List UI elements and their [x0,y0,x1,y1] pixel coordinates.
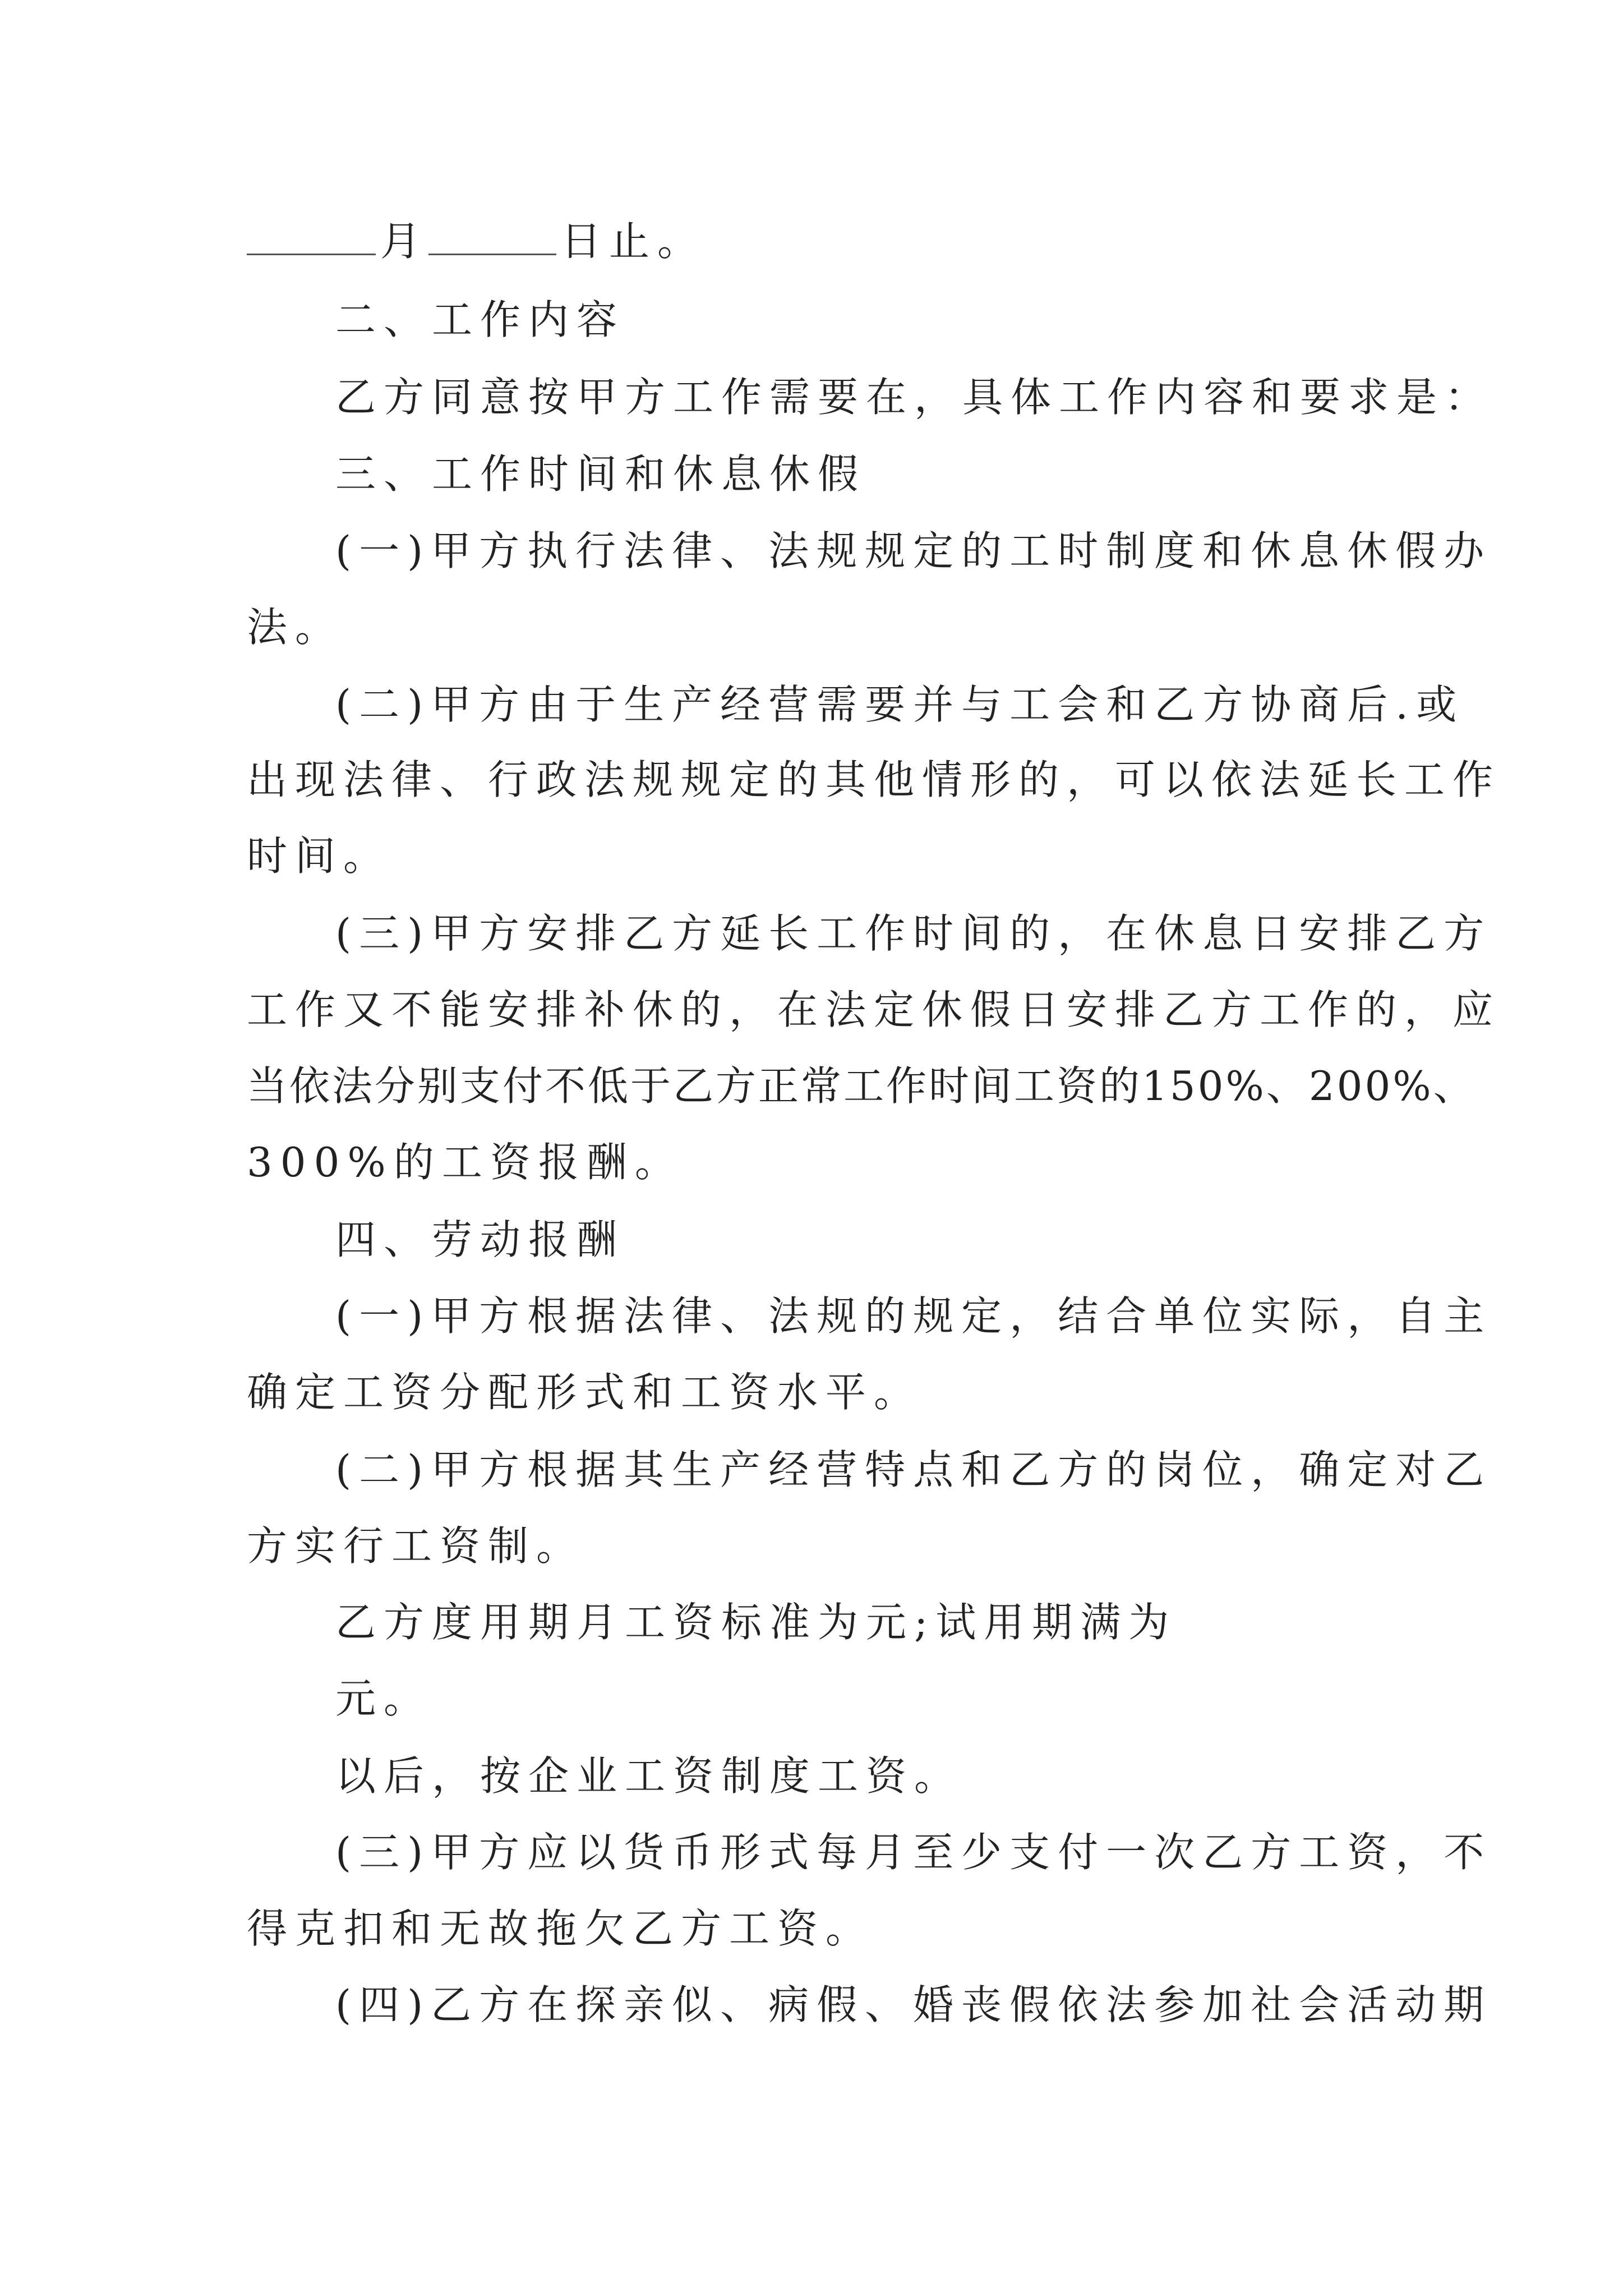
paragraph-line: 300%的工资报酬。 [247,1139,683,1186]
paragraph-line: (二)甲方根据其生产经营特点和乙方的岗位，确定对乙 [335,1446,1492,1493]
paragraph-line: (二)甲方由于生产经营需要并与工会和乙方协商后.或 [335,681,1465,728]
section-heading-work-time: 三、工作时间和休息休假 [335,450,866,498]
paragraph-line: 元。 [335,1675,432,1722]
paragraph-line: (四)乙方在探亲似、病假、婚丧假依法参加社会活动期 [335,1981,1492,2028]
section-heading-labor-pay: 四、劳动报酬 [335,1216,625,1263]
paragraph-line: 得克扣和无故拖欠乙方工资。 [247,1905,874,1952]
paragraph-line: (一)甲方根据法律、法规的规定，结合单位实际，自主 [335,1292,1492,1340]
month-label: 月 [380,218,429,265]
month-blank [247,214,376,255]
paragraph-line: 乙方度用期月工资标准为元;试用期满为 [335,1599,1177,1646]
paragraph-line: 乙方同意按甲方工作需要在，具体工作内容和要求是： [335,374,1493,421]
paragraph-line: 确定工资分配形式和工资水平。 [247,1369,923,1416]
section-heading-work-content: 二、工作内容 [335,296,625,343]
paragraph-line: 当依法分别支付不低于乙方正常工作时间工资的150%、200%、 [247,1062,1476,1110]
paragraph-line: (三)甲方应以货币形式每月至少支付一次乙方工资，不 [335,1829,1492,1876]
paragraph-line: 工作又不能安排补休的，在法定休假日安排乙方工作的，应 [247,986,1501,1033]
day-end-label: 日止。 [561,218,706,265]
day-blank [428,214,556,255]
paragraph-line: (一)甲方执行法律、法规规定的工时制度和休息休假办 [335,527,1492,574]
paragraph-line: 以后，按企业工资制度工资。 [335,1752,963,1800]
date-end-line [247,213,706,269]
paragraph-line: (三)甲方安排乙方延长工作时间的，在休息日安排乙方 [335,910,1492,957]
paragraph-line: 法。 [247,604,344,651]
paragraph-line: 方实行工资制。 [247,1522,585,1570]
paragraph-line: 时间。 [247,832,392,880]
paragraph-line: 出现法律、行政法规规定的其他情形的，可以依法延长工作 [247,756,1501,803]
